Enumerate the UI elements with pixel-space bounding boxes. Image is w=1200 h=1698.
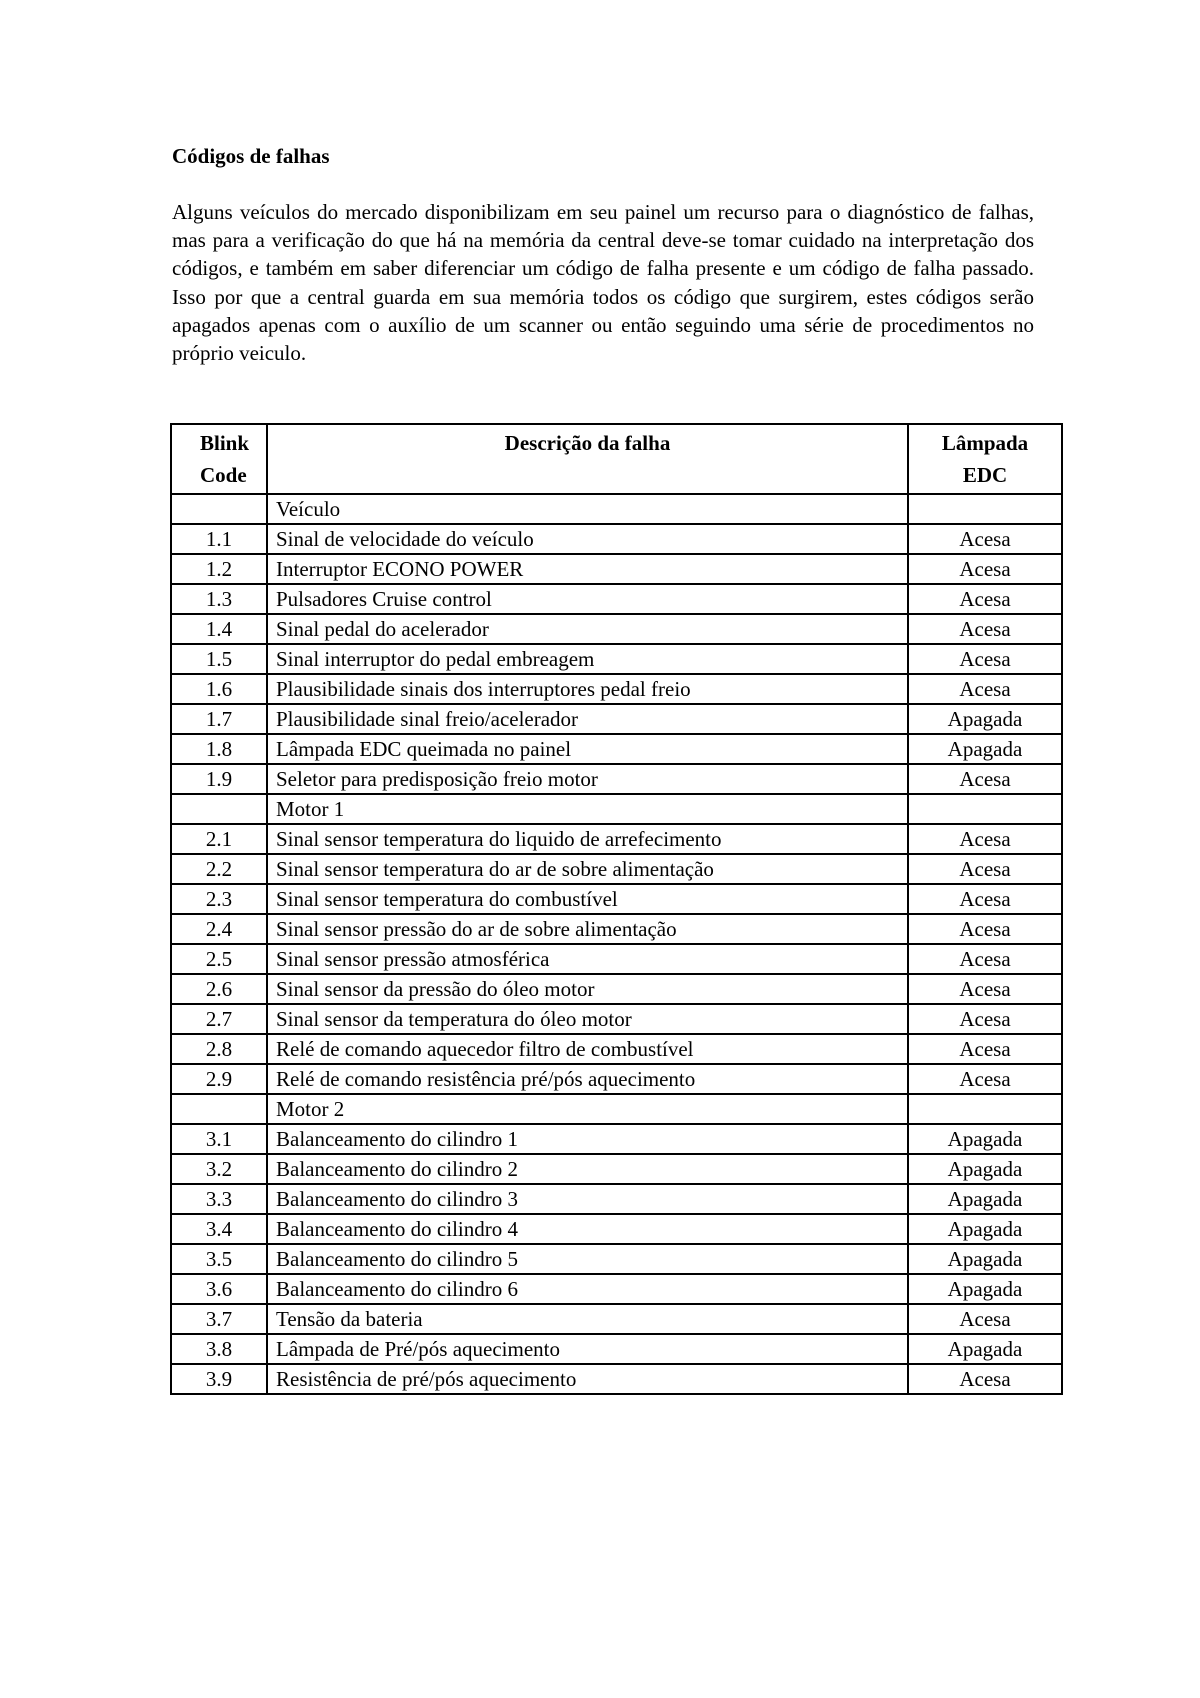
table-row: [171, 974, 1062, 1004]
description-cell: Lâmpada EDC queimada no painel: [267, 734, 908, 764]
lamp-cell: Apagada: [908, 704, 1062, 734]
header-code-line2: Code: [200, 463, 247, 487]
lamp-cell: Acesa: [908, 824, 1062, 854]
lamp-cell: Apagada: [908, 1184, 1062, 1214]
table-row: [171, 884, 1062, 914]
code-cell: 2.1: [171, 824, 267, 854]
code-cell: 2.4: [171, 914, 267, 944]
section-empty-cell: [171, 494, 267, 524]
description-cell: Balanceamento do cilindro 1: [267, 1124, 908, 1154]
lamp-cell: Apagada: [908, 1274, 1062, 1304]
code-cell: 2.8: [171, 1034, 267, 1064]
description-cell: Balanceamento do cilindro 2: [267, 1154, 908, 1184]
code-cell: 3.6: [171, 1274, 267, 1304]
description-cell: Relé de comando resistência pré/pós aquecimento: [267, 1064, 908, 1094]
description-cell: Sinal sensor pressão atmosférica: [267, 944, 908, 974]
section-empty-cell: [171, 1094, 267, 1124]
section-row: [171, 794, 1062, 824]
lamp-cell: Apagada: [908, 1214, 1062, 1244]
section-empty-cell: [908, 494, 1062, 524]
lamp-cell: Acesa: [908, 524, 1062, 554]
lamp-cell: Apagada: [908, 1334, 1062, 1364]
table-row: [171, 944, 1062, 974]
code-cell: 1.5: [171, 644, 267, 674]
lamp-cell: Acesa: [908, 674, 1062, 704]
description-cell: Balanceamento do cilindro 6: [267, 1274, 908, 1304]
table-row: [171, 674, 1062, 704]
table-row: [171, 1064, 1062, 1094]
lamp-cell: Apagada: [908, 1124, 1062, 1154]
description-cell: Sinal sensor temperatura do liquido de arrefecimento: [267, 824, 908, 854]
description-cell: Resistência de pré/pós aquecimento: [267, 1364, 908, 1394]
table-row: [171, 644, 1062, 674]
lamp-cell: Apagada: [908, 1154, 1062, 1184]
header-blink-code: [171, 424, 267, 494]
lamp-cell: Acesa: [908, 764, 1062, 794]
table-row: [171, 554, 1062, 584]
description-cell: Plausibilidade sinal freio/acelerador: [267, 704, 908, 734]
section-label: Motor 1: [267, 794, 908, 824]
table-header: [171, 424, 1062, 494]
section-empty-cell: [908, 794, 1062, 824]
code-cell: 1.9: [171, 764, 267, 794]
section-label: Veículo: [267, 494, 908, 524]
table-row: [171, 1184, 1062, 1214]
table-row: [171, 764, 1062, 794]
intro-paragraph: Alguns veículos do mercado disponibilizam em seu painel um recurso para o diagnóstico de falhas, mas para a verificação do que há na memória da central deve-se tomar cuidado na interpretação dos códigos, e também em saber diferenciar um código de falha presente e um código de falha passado. Isso por que a central guarda em sua memória todos os código que surgirem, estes códigos serão apagados apenas com o auxílio de um scanner ou então seguindo uma série de procedimentos no próprio veiculo.: [172, 200, 1034, 366]
table-row: [171, 1364, 1062, 1394]
table-row: [171, 1304, 1062, 1334]
lamp-cell: Acesa: [908, 944, 1062, 974]
table-row: [171, 524, 1062, 554]
code-cell: 3.4: [171, 1214, 267, 1244]
section-label: Motor 2: [267, 1094, 908, 1124]
table-body: [171, 494, 1062, 1394]
code-cell: 2.3: [171, 884, 267, 914]
header-lamp-line2: EDC: [962, 463, 1008, 487]
lamp-cell: Acesa: [908, 1004, 1062, 1034]
code-cell: 3.3: [171, 1184, 267, 1214]
code-cell: 1.1: [171, 524, 267, 554]
code-cell: 3.5: [171, 1244, 267, 1274]
description-cell: Pulsadores Cruise control: [267, 584, 908, 614]
lamp-cell: Acesa: [908, 554, 1062, 584]
table-row: [171, 614, 1062, 644]
table-row: [171, 854, 1062, 884]
table-row: [171, 914, 1062, 944]
code-cell: 2.7: [171, 1004, 267, 1034]
lamp-cell: Acesa: [908, 1304, 1062, 1334]
code-cell: 2.6: [171, 974, 267, 1004]
description-cell: Sinal sensor temperatura do ar de sobre alimentação: [267, 854, 908, 884]
lamp-cell: Acesa: [908, 854, 1062, 884]
code-cell: 3.7: [171, 1304, 267, 1334]
code-cell: 1.8: [171, 734, 267, 764]
header-row: [171, 424, 1062, 494]
description-cell: Sinal sensor temperatura do combustível: [267, 884, 908, 914]
code-cell: 1.4: [171, 614, 267, 644]
code-cell: 3.8: [171, 1334, 267, 1364]
table-row: [171, 824, 1062, 854]
table-row: [171, 1124, 1062, 1154]
description-cell: Sinal sensor da temperatura do óleo motor: [267, 1004, 908, 1034]
description-cell: Interruptor ECONO POWER: [267, 554, 908, 584]
description-cell: Tensão da bateria: [267, 1304, 908, 1334]
table-row: [171, 1244, 1062, 1274]
lamp-cell: Apagada: [908, 1244, 1062, 1274]
table-row: [171, 1004, 1062, 1034]
table-row: [171, 1034, 1062, 1064]
description-cell: Balanceamento do cilindro 5: [267, 1244, 908, 1274]
description-cell: Sinal de velocidade do veículo: [267, 524, 908, 554]
section-row: [171, 494, 1062, 524]
code-cell: 1.6: [171, 674, 267, 704]
header-lamp-edc: [908, 424, 1062, 494]
header-lamp-line1: Lâmpada: [941, 431, 1029, 455]
table-row: [171, 1274, 1062, 1304]
lamp-cell: Acesa: [908, 884, 1062, 914]
page-title: Códigos de falhas: [172, 144, 330, 168]
description-cell: Sinal sensor pressão do ar de sobre alimentação: [267, 914, 908, 944]
lamp-cell: Apagada: [908, 734, 1062, 764]
code-cell: 1.2: [171, 554, 267, 584]
description-cell: Sinal interruptor do pedal embreagem: [267, 644, 908, 674]
section-empty-cell: [908, 1094, 1062, 1124]
description-cell: Seletor para predisposição freio motor: [267, 764, 908, 794]
code-cell: 3.2: [171, 1154, 267, 1184]
table-row: [171, 734, 1062, 764]
description-cell: Sinal sensor da pressão do óleo motor: [267, 974, 908, 1004]
lamp-cell: Acesa: [908, 1034, 1062, 1064]
table-row: [171, 1154, 1062, 1184]
lamp-cell: Acesa: [908, 1064, 1062, 1094]
code-cell: 2.9: [171, 1064, 267, 1094]
lamp-cell: Acesa: [908, 974, 1062, 1004]
description-cell: Sinal pedal do acelerador: [267, 614, 908, 644]
lamp-cell: Acesa: [908, 584, 1062, 614]
lamp-cell: Acesa: [908, 644, 1062, 674]
table-row: [171, 1334, 1062, 1364]
description-cell: Balanceamento do cilindro 4: [267, 1214, 908, 1244]
header-code-line1: Blink: [200, 431, 250, 455]
code-cell: 1.7: [171, 704, 267, 734]
description-cell: Balanceamento do cilindro 3: [267, 1184, 908, 1214]
code-cell: 3.1: [171, 1124, 267, 1154]
code-cell: 2.2: [171, 854, 267, 884]
table-row: [171, 704, 1062, 734]
table-row: [171, 1214, 1062, 1244]
description-cell: Relé de comando aquecedor filtro de combustível: [267, 1034, 908, 1064]
code-cell: 2.5: [171, 944, 267, 974]
header-description: Descrição da falha: [267, 424, 908, 494]
description-cell: Lâmpada de Pré/pós aquecimento: [267, 1334, 908, 1364]
section-empty-cell: [171, 794, 267, 824]
section-row: [171, 1094, 1062, 1124]
lamp-cell: Acesa: [908, 1364, 1062, 1394]
description-cell: Plausibilidade sinais dos interruptores pedal freio: [267, 674, 908, 704]
code-cell: 1.3: [171, 584, 267, 614]
code-cell: 3.9: [171, 1364, 267, 1394]
fault-codes-table: [170, 423, 1063, 1395]
table-row: [171, 584, 1062, 614]
lamp-cell: Acesa: [908, 914, 1062, 944]
lamp-cell: Acesa: [908, 614, 1062, 644]
